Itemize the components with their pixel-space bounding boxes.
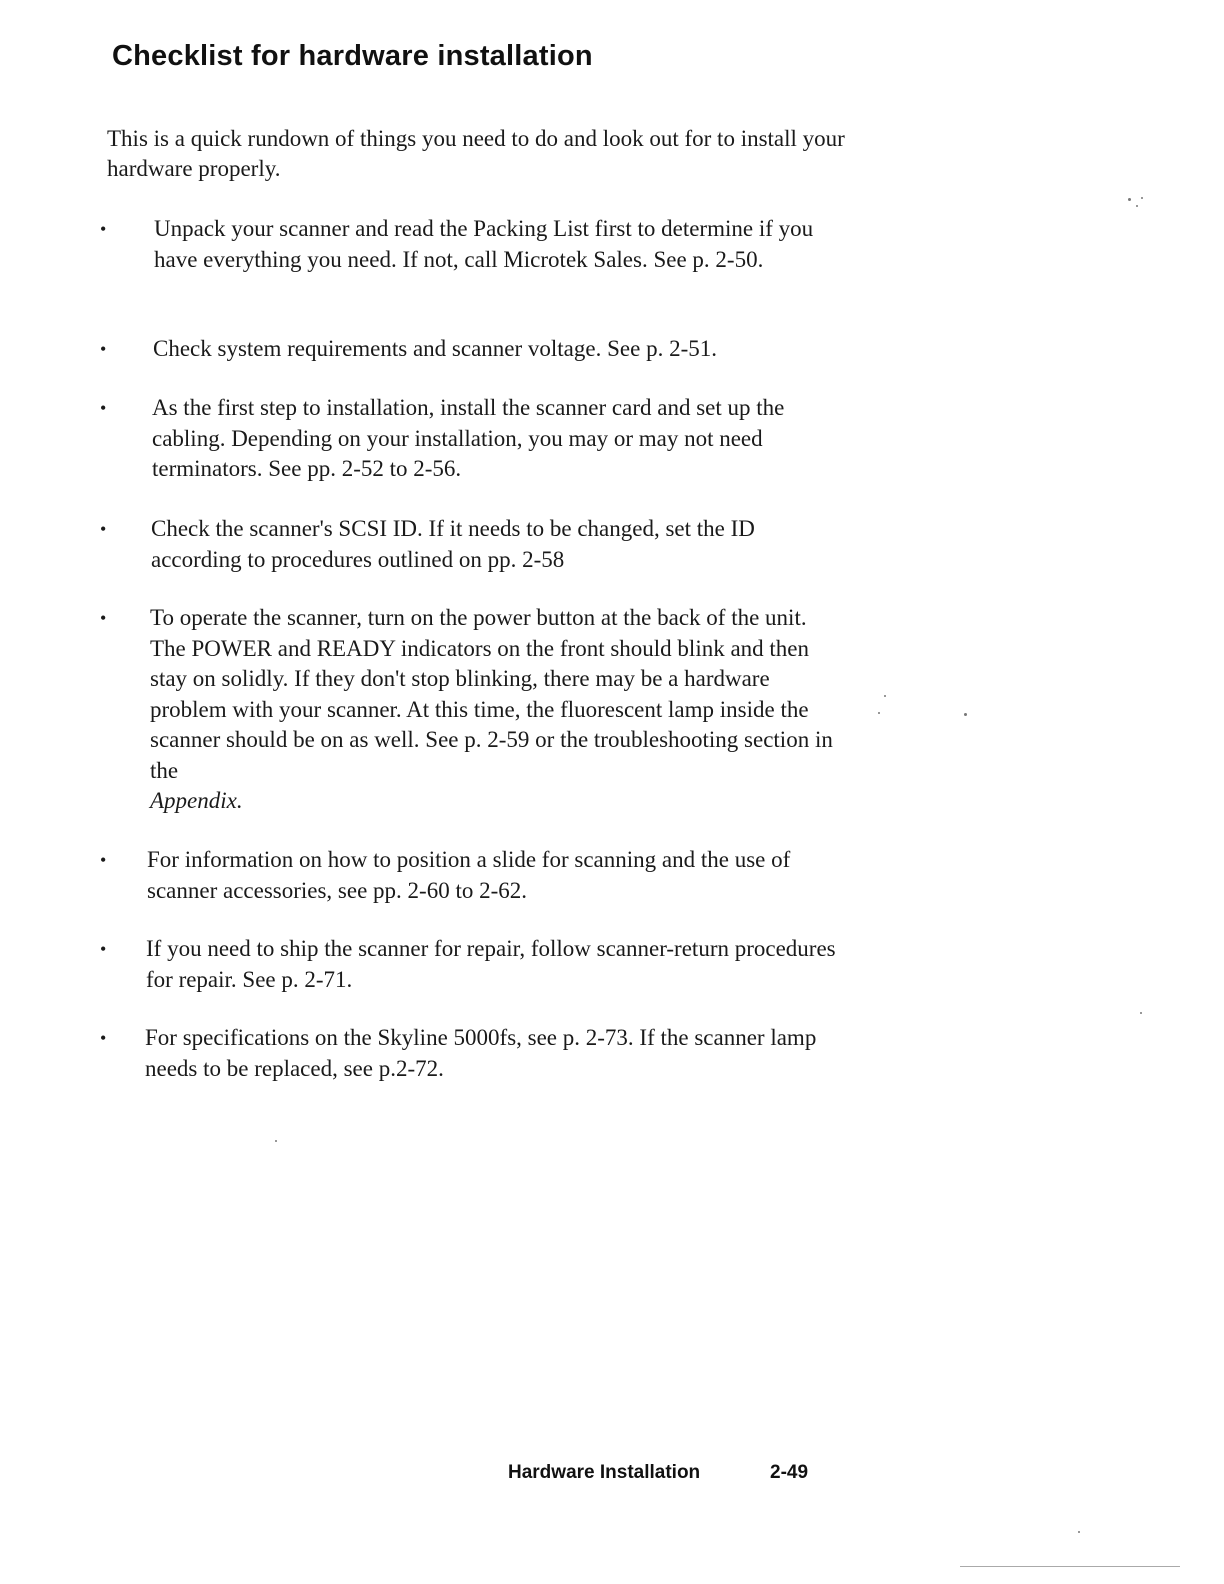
scan-speck [275, 1140, 277, 1142]
scan-edge-line [960, 1566, 1180, 1567]
checklist-item-text: If you need to ship the scanner for repair, follow scanner-return procedures for repair. See p. 2-71. [146, 936, 836, 992]
bullet-icon: • [100, 608, 107, 628]
scan-speck [1128, 198, 1131, 201]
bullet-icon: • [100, 939, 107, 959]
bullet-icon: • [100, 519, 107, 539]
checklist-item-text: Check the scanner's SCSI ID. If it needs to be changed, set the ID according to procedures outlined on pp. 2-58 [151, 516, 755, 572]
footer-section-title: Hardware Installation [508, 1462, 701, 1483]
checklist-item-text: Check system requirements and scanner voltage. See p. 2-51. [153, 336, 717, 361]
scan-speck [1078, 1531, 1080, 1533]
bullet-icon: • [100, 339, 107, 359]
scan-speck [964, 713, 967, 716]
bullet-icon: • [100, 1028, 107, 1048]
appendix-reference: Appendix. [150, 788, 243, 813]
scan-speck [1141, 197, 1143, 199]
bullet-icon: • [100, 398, 107, 418]
intro-paragraph: This is a quick rundown of things you need to do and look out for to install your hardware properly. [107, 126, 845, 181]
bullet-icon: • [100, 850, 107, 870]
checklist-item-text: For specifications on the Skyline 5000fs, see p. 2-73. If the scanner lamp needs to be replaced, see p.2-72. [145, 1025, 817, 1081]
checklist-item-text: Unpack your scanner and read the Packing List first to determine if you have everything you need. If not, call Microtek Sales. See p. 2-50. [154, 216, 814, 272]
checklist-item-text [150, 603, 840, 817]
scan-speck [1140, 1012, 1142, 1014]
checklist-item-text: For information on how to position a slide for scanning and the use of scanner accessories, see pp. 2-60 to 2-62. [147, 847, 791, 903]
scan-speck [884, 695, 886, 697]
scan-speck [878, 712, 880, 714]
scan-speck [1136, 205, 1138, 207]
checklist-item-text: As the first step to installation, install the scanner card and set up the cabling. Depending on your installation, you may or may not need terminators. See pp. 2-52 to 2-56. [152, 395, 785, 481]
footer-page-number: 2-49 [770, 1462, 809, 1483]
checklist-item-body: To operate the scanner, turn on the power button at the back of the unit. The POWER and READY indicators on the front should blink and then stay on solidly. If they don't stop blinking, there may be a hardware problem with your scanner. At this time, the fluorescent lamp inside the scanner should be on as well. See p. 2-59 or the troubleshooting section in the [150, 605, 833, 783]
page-title: Checklist for hardware installation [112, 40, 593, 72]
bullet-icon: • [100, 219, 107, 239]
